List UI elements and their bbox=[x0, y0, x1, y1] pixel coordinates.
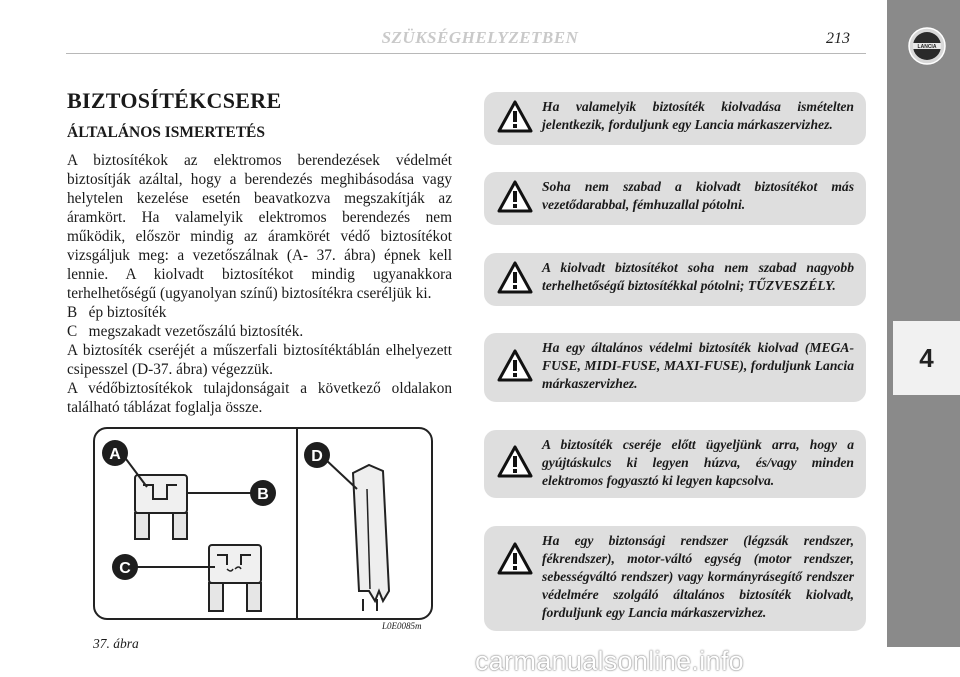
warning-triangle-icon bbox=[496, 178, 534, 216]
warning-text: A biztosíték cseréje előtt ügyeljünk arra, hogy a gyújtáskulcs ki legyen húzva, és/vagy minden elektromos fogyasztó ki legyen kapcsolva. bbox=[542, 437, 854, 488]
figure-code: L0E0085m bbox=[382, 621, 422, 631]
warning-text: Soha nem szabad a kiolvadt biztosítékot más vezetődarabbal, fémhuzallal pótolni. bbox=[542, 179, 854, 212]
warning-box bbox=[484, 253, 866, 306]
list-item: B ép biztosíték bbox=[67, 304, 167, 321]
warning-triangle-icon bbox=[496, 259, 534, 297]
running-header-title: SZÜKSÉGHELYZETBEN bbox=[381, 28, 579, 47]
paragraph: A védőbiztosítékok tulajdonságait a következő oldalakon található táblázat foglalja össze. bbox=[67, 380, 452, 416]
warning-text: Ha valamelyik biztosíték kiolvadása ismételten jelentkezik, forduljunk egy Lancia márkaszervizhez. bbox=[542, 99, 854, 132]
paragraph: A biztosítékok az elektromos berendezések védelmét biztosítják azáltal, hogy a berendezés meghibásodása vagy helytelen kezelése esetén beavatkozva megszakítják az áramkört. Ha valamelyik elektromos berendezés nem működik, először mindig az áramkörét védő biztosítékot vizsgáljuk meg: a vezetőszálnak (A- 37. ábra) épnek kell lennie. A kiolvadt biztosítékot mindig ugyanakkora terhelhetőségű (ugyanolyan színű) biztosítékra cseréljük ki. bbox=[67, 152, 452, 302]
warning-text: Ha egy biztonsági rendszer (légzsák rendszer, fékrendszer), motor-váltó egység (motor rendszer, sebességváltó rendszer) vagy kormányrásegítő rendszer védelmére szolgáló általános biztosíték kiolvadt, forduljunk egy Lancia márkaszervizhez. bbox=[542, 533, 854, 620]
body-text bbox=[67, 151, 452, 417]
fuse-illustration bbox=[95, 429, 431, 618]
logo-text: LANCIA bbox=[917, 44, 937, 50]
warning-box bbox=[484, 172, 866, 225]
warning-box bbox=[484, 430, 866, 498]
callout-a bbox=[102, 440, 128, 466]
svg-text:D: D bbox=[311, 448, 323, 465]
fuse-figure bbox=[93, 427, 433, 620]
chapter-number: 4 bbox=[893, 321, 960, 395]
svg-text:B: B bbox=[257, 486, 269, 503]
subsection-title: ÁLTALÁNOS ISMERTETÉS bbox=[67, 124, 266, 141]
callout-b bbox=[250, 480, 276, 506]
callout-c bbox=[112, 554, 138, 580]
warning-triangle-icon bbox=[496, 540, 534, 578]
warning-triangle-icon bbox=[496, 98, 534, 136]
blown-fuse-illustration bbox=[209, 545, 261, 611]
fuse-tweezers-illustration bbox=[353, 465, 389, 611]
warning-box bbox=[484, 526, 866, 631]
list-item: C megszakadt vezetőszálú biztosíték. bbox=[67, 323, 304, 340]
section-title: BIZTOSÍTÉKCSERE bbox=[67, 88, 282, 113]
figure-caption: 37. ábra bbox=[93, 636, 139, 651]
paragraph: A biztosíték cseréjét a műszerfali biztosítéktáblán elhelyezett csipesszel (D-37. ábra) végezzük. bbox=[67, 342, 452, 378]
svg-text:C: C bbox=[119, 560, 131, 577]
svg-text:A: A bbox=[109, 446, 121, 463]
warning-text: Ha egy általános védelmi biztosíték kiolvad (MEGA-FUSE, MIDI-FUSE, MAXI-FUSE), forduljunk Lancia márkaszervizhez. bbox=[542, 340, 854, 391]
warning-box bbox=[484, 333, 866, 402]
warning-triangle-icon bbox=[496, 443, 534, 481]
warning-text: A kiolvadt biztosítékot soha nem szabad nagyobb terhelhetőségű biztosítékkal pótolni; TŰZVESZÉLY. bbox=[542, 260, 854, 293]
warning-triangle-icon bbox=[496, 347, 534, 385]
header-divider bbox=[66, 53, 866, 54]
page-number: 213 bbox=[826, 30, 850, 47]
lancia-logo-icon bbox=[908, 27, 946, 65]
intact-fuse-illustration bbox=[135, 475, 187, 539]
watermark-text: carmanualsonline.info bbox=[475, 646, 744, 676]
warning-box bbox=[484, 92, 866, 145]
callout-d bbox=[304, 442, 330, 468]
